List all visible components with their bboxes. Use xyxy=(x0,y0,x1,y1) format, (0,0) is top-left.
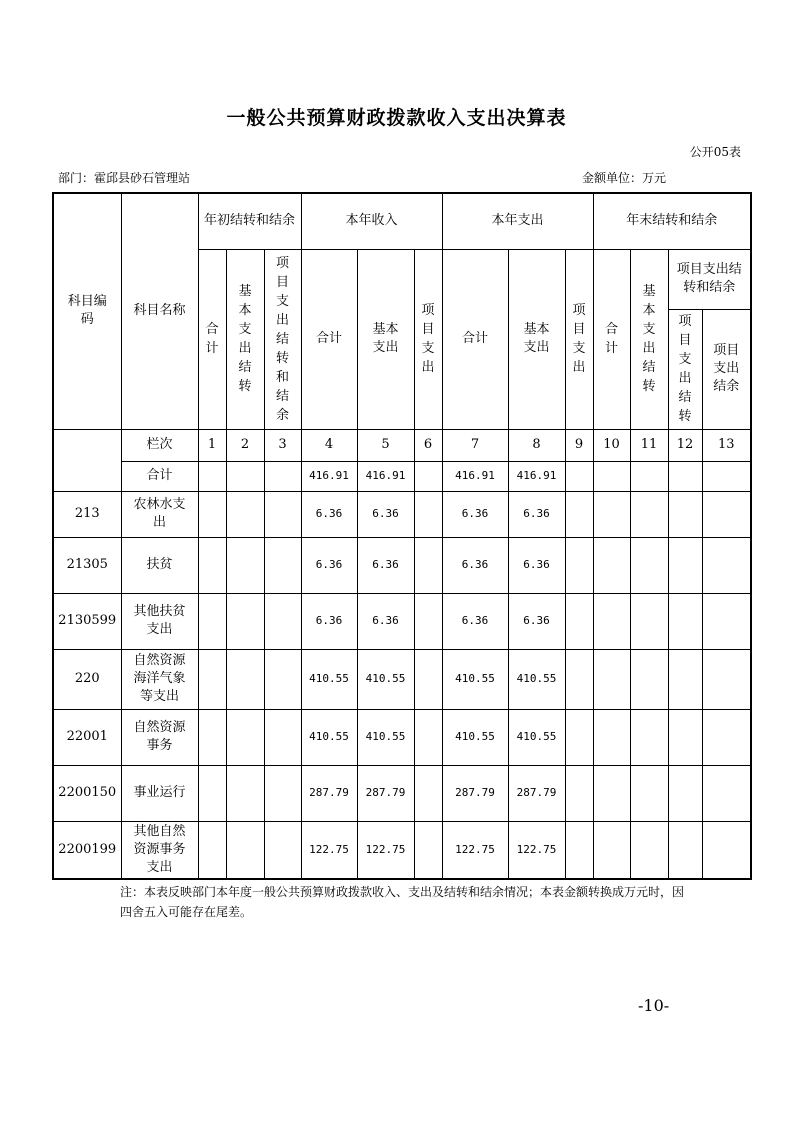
value-cell-col-13 xyxy=(702,537,751,593)
value-cell-col-11 xyxy=(630,649,668,709)
value-cell-col-6 xyxy=(414,461,442,491)
value-cell-col-13 xyxy=(702,491,751,537)
value-cell-col-10 xyxy=(593,593,630,649)
value-cell-col-12 xyxy=(668,649,702,709)
value-cell-col-7: 6.36 xyxy=(442,537,508,593)
header-opening-project-carry: 项目支出结转和结余 xyxy=(264,249,301,429)
value-cell-col-1 xyxy=(198,537,226,593)
value-cell-col-4: 6.36 xyxy=(301,593,357,649)
subject-code: 21305 xyxy=(53,537,121,593)
value-cell-col-4: 416.91 xyxy=(301,461,357,491)
header-closing-project-carry: 项目支出结转 xyxy=(668,309,702,429)
value-cell-col-7: 287.79 xyxy=(442,765,508,821)
subject-name: 事业运行 xyxy=(121,765,198,821)
value-cell-col-12 xyxy=(668,461,702,491)
form-code: 公开05表 xyxy=(689,145,741,159)
value-cell-col-9 xyxy=(565,765,593,821)
value-cell-col-10 xyxy=(593,537,630,593)
value-cell-col-2 xyxy=(226,709,264,765)
subject-code: 2200199 xyxy=(53,821,121,879)
column-index-13: 13 xyxy=(702,429,751,461)
value-cell-col-8: 6.36 xyxy=(508,593,565,649)
value-cell-col-10 xyxy=(593,649,630,709)
value-cell-col-1 xyxy=(198,461,226,491)
value-cell-col-12 xyxy=(668,765,702,821)
value-cell-col-12 xyxy=(668,593,702,649)
value-cell-col-13 xyxy=(702,461,751,491)
value-cell-col-3 xyxy=(264,765,301,821)
value-cell-col-5: 287.79 xyxy=(357,765,414,821)
value-cell-col-5: 410.55 xyxy=(357,649,414,709)
subject-name: 自然资源海洋气象等支出 xyxy=(121,649,198,709)
value-cell-col-6 xyxy=(414,821,442,879)
header-income-total: 合计 xyxy=(301,249,357,429)
value-cell-col-10 xyxy=(593,709,630,765)
subject-name: 自然资源事务 xyxy=(121,709,198,765)
value-cell-col-13 xyxy=(702,709,751,765)
value-cell-col-12 xyxy=(668,491,702,537)
value-cell-col-5: 410.55 xyxy=(357,709,414,765)
table-row xyxy=(53,491,751,537)
header-closing-total: 合计 xyxy=(593,249,630,429)
unit-label: 金额单位：万元 xyxy=(582,171,667,185)
value-cell-col-8: 122.75 xyxy=(508,821,565,879)
value-cell-col-1 xyxy=(198,765,226,821)
value-cell-col-6 xyxy=(414,593,442,649)
table-row xyxy=(53,765,751,821)
value-cell-col-4: 287.79 xyxy=(301,765,357,821)
value-cell-col-2 xyxy=(226,593,264,649)
department-label: 部门：霍邱县砂石管理站 xyxy=(58,171,191,185)
value-cell-col-9 xyxy=(565,461,593,491)
header-closing-project-balance: 项目支出结余 xyxy=(702,309,751,429)
value-cell-col-11 xyxy=(630,537,668,593)
value-cell-col-13 xyxy=(702,593,751,649)
column-index-6: 6 xyxy=(414,429,442,461)
value-cell-col-8: 410.55 xyxy=(508,709,565,765)
value-cell-col-1 xyxy=(198,709,226,765)
subject-name: 农林水支出 xyxy=(121,491,198,537)
column-index-9: 9 xyxy=(565,429,593,461)
value-cell-col-13 xyxy=(702,649,751,709)
value-cell-col-9 xyxy=(565,537,593,593)
subject-name: 其他扶贫支出 xyxy=(121,593,198,649)
table-row xyxy=(53,537,751,593)
value-cell-col-9 xyxy=(565,649,593,709)
value-cell-col-10 xyxy=(593,821,630,879)
value-cell-col-4: 410.55 xyxy=(301,649,357,709)
header-subject-name: 科目名称 xyxy=(121,193,198,429)
header-closing-project-group: 项目支出结转和结余 xyxy=(668,249,751,309)
value-cell-col-7: 410.55 xyxy=(442,709,508,765)
value-cell-col-3 xyxy=(264,649,301,709)
value-cell-col-1 xyxy=(198,593,226,649)
value-cell-col-11 xyxy=(630,765,668,821)
table-row xyxy=(53,821,751,879)
column-index-12: 12 xyxy=(668,429,702,461)
header-income-basic: 基本支出 xyxy=(357,249,414,429)
table-row xyxy=(53,709,751,765)
value-cell-col-9 xyxy=(565,491,593,537)
header-subject-code: 科目编码 xyxy=(53,193,121,429)
value-cell-col-9 xyxy=(565,821,593,879)
value-cell-col-3 xyxy=(264,709,301,765)
value-cell-col-6 xyxy=(414,709,442,765)
value-cell-col-2 xyxy=(226,649,264,709)
column-index-2: 2 xyxy=(226,429,264,461)
value-cell-col-10 xyxy=(593,461,630,491)
value-cell-col-11 xyxy=(630,461,668,491)
value-cell-col-7: 6.36 xyxy=(442,593,508,649)
column-index-1: 1 xyxy=(198,429,226,461)
value-cell-col-13 xyxy=(702,821,751,879)
blank-code-cell xyxy=(53,429,121,491)
value-cell-col-7: 410.55 xyxy=(442,649,508,709)
header-expense-total: 合计 xyxy=(442,249,508,429)
column-index-8: 8 xyxy=(508,429,565,461)
value-cell-col-6 xyxy=(414,765,442,821)
value-cell-col-12 xyxy=(668,821,702,879)
header-expense-project: 项目支出 xyxy=(565,249,593,429)
value-cell-col-1 xyxy=(198,649,226,709)
value-cell-col-10 xyxy=(593,491,630,537)
value-cell-col-7: 6.36 xyxy=(442,491,508,537)
value-cell-col-2 xyxy=(226,821,264,879)
value-cell-col-2 xyxy=(226,491,264,537)
budget-table xyxy=(52,192,752,880)
value-cell-col-4: 410.55 xyxy=(301,709,357,765)
value-cell-col-3 xyxy=(264,537,301,593)
header-closing-basic-carry: 基本支出结转 xyxy=(630,249,668,429)
total-row-label: 合计 xyxy=(121,461,198,491)
value-cell-col-3 xyxy=(264,491,301,537)
page-title: 一般公共预算财政拨款收入支出决算表 xyxy=(226,107,567,129)
table-row xyxy=(53,593,751,649)
header-opening-basic-carry: 基本支出结转 xyxy=(226,249,264,429)
value-cell-col-13 xyxy=(702,765,751,821)
header-current-income: 本年收入 xyxy=(301,193,442,249)
value-cell-col-8: 416.91 xyxy=(508,461,565,491)
column-index-11: 11 xyxy=(630,429,668,461)
value-cell-col-2 xyxy=(226,537,264,593)
column-index-3: 3 xyxy=(264,429,301,461)
value-cell-col-2 xyxy=(226,765,264,821)
subject-code: 2200150 xyxy=(53,765,121,821)
column-index-10: 10 xyxy=(593,429,630,461)
column-index-7: 7 xyxy=(442,429,508,461)
page-number: -10- xyxy=(638,996,670,1015)
value-cell-col-1 xyxy=(198,821,226,879)
subject-name: 扶贫 xyxy=(121,537,198,593)
value-cell-col-3 xyxy=(264,593,301,649)
value-cell-col-2 xyxy=(226,461,264,491)
value-cell-col-11 xyxy=(630,593,668,649)
total-row xyxy=(53,461,751,491)
value-cell-col-1 xyxy=(198,491,226,537)
column-index-4: 4 xyxy=(301,429,357,461)
value-cell-col-8: 410.55 xyxy=(508,649,565,709)
value-cell-col-8: 6.36 xyxy=(508,537,565,593)
value-cell-col-11 xyxy=(630,821,668,879)
value-cell-col-5: 416.91 xyxy=(357,461,414,491)
value-cell-col-4: 6.36 xyxy=(301,537,357,593)
value-cell-col-11 xyxy=(630,491,668,537)
value-cell-col-9 xyxy=(565,709,593,765)
column-index-5: 5 xyxy=(357,429,414,461)
subject-code: 220 xyxy=(53,649,121,709)
value-cell-col-5: 6.36 xyxy=(357,537,414,593)
value-cell-col-3 xyxy=(264,461,301,491)
subject-code: 22001 xyxy=(53,709,121,765)
column-index-label: 栏次 xyxy=(121,429,198,461)
subject-name: 其他自然资源事务支出 xyxy=(121,821,198,879)
header-income-project: 项目支出 xyxy=(414,249,442,429)
value-cell-col-3 xyxy=(264,821,301,879)
value-cell-col-8: 6.36 xyxy=(508,491,565,537)
header-opening-total: 合计 xyxy=(198,249,226,429)
header-expense-basic: 基本支出 xyxy=(508,249,565,429)
value-cell-col-5: 6.36 xyxy=(357,491,414,537)
table-row xyxy=(53,649,751,709)
value-cell-col-12 xyxy=(668,537,702,593)
value-cell-col-6 xyxy=(414,491,442,537)
value-cell-col-4: 122.75 xyxy=(301,821,357,879)
value-cell-col-4: 6.36 xyxy=(301,491,357,537)
value-cell-col-11 xyxy=(630,709,668,765)
value-cell-col-6 xyxy=(414,537,442,593)
value-cell-col-9 xyxy=(565,593,593,649)
value-cell-col-7: 122.75 xyxy=(442,821,508,879)
value-cell-col-5: 122.75 xyxy=(357,821,414,879)
value-cell-col-12 xyxy=(668,709,702,765)
table-note: 注：本表反映部门本年度一般公共预算财政拨款收入、支出及结转和结余情况；本表金额转换成万元时，因四舍五入可能存在尾差。 xyxy=(120,885,685,919)
value-cell-col-7: 416.91 xyxy=(442,461,508,491)
value-cell-col-8: 287.79 xyxy=(508,765,565,821)
header-closing-balance: 年末结转和结余 xyxy=(593,193,751,249)
subject-code: 2130599 xyxy=(53,593,121,649)
subject-code: 213 xyxy=(53,491,121,537)
value-cell-col-5: 6.36 xyxy=(357,593,414,649)
header-opening-balance: 年初结转和结余 xyxy=(198,193,301,249)
header-current-expense: 本年支出 xyxy=(442,193,593,249)
value-cell-col-6 xyxy=(414,649,442,709)
value-cell-col-10 xyxy=(593,765,630,821)
column-index-row xyxy=(53,429,751,461)
